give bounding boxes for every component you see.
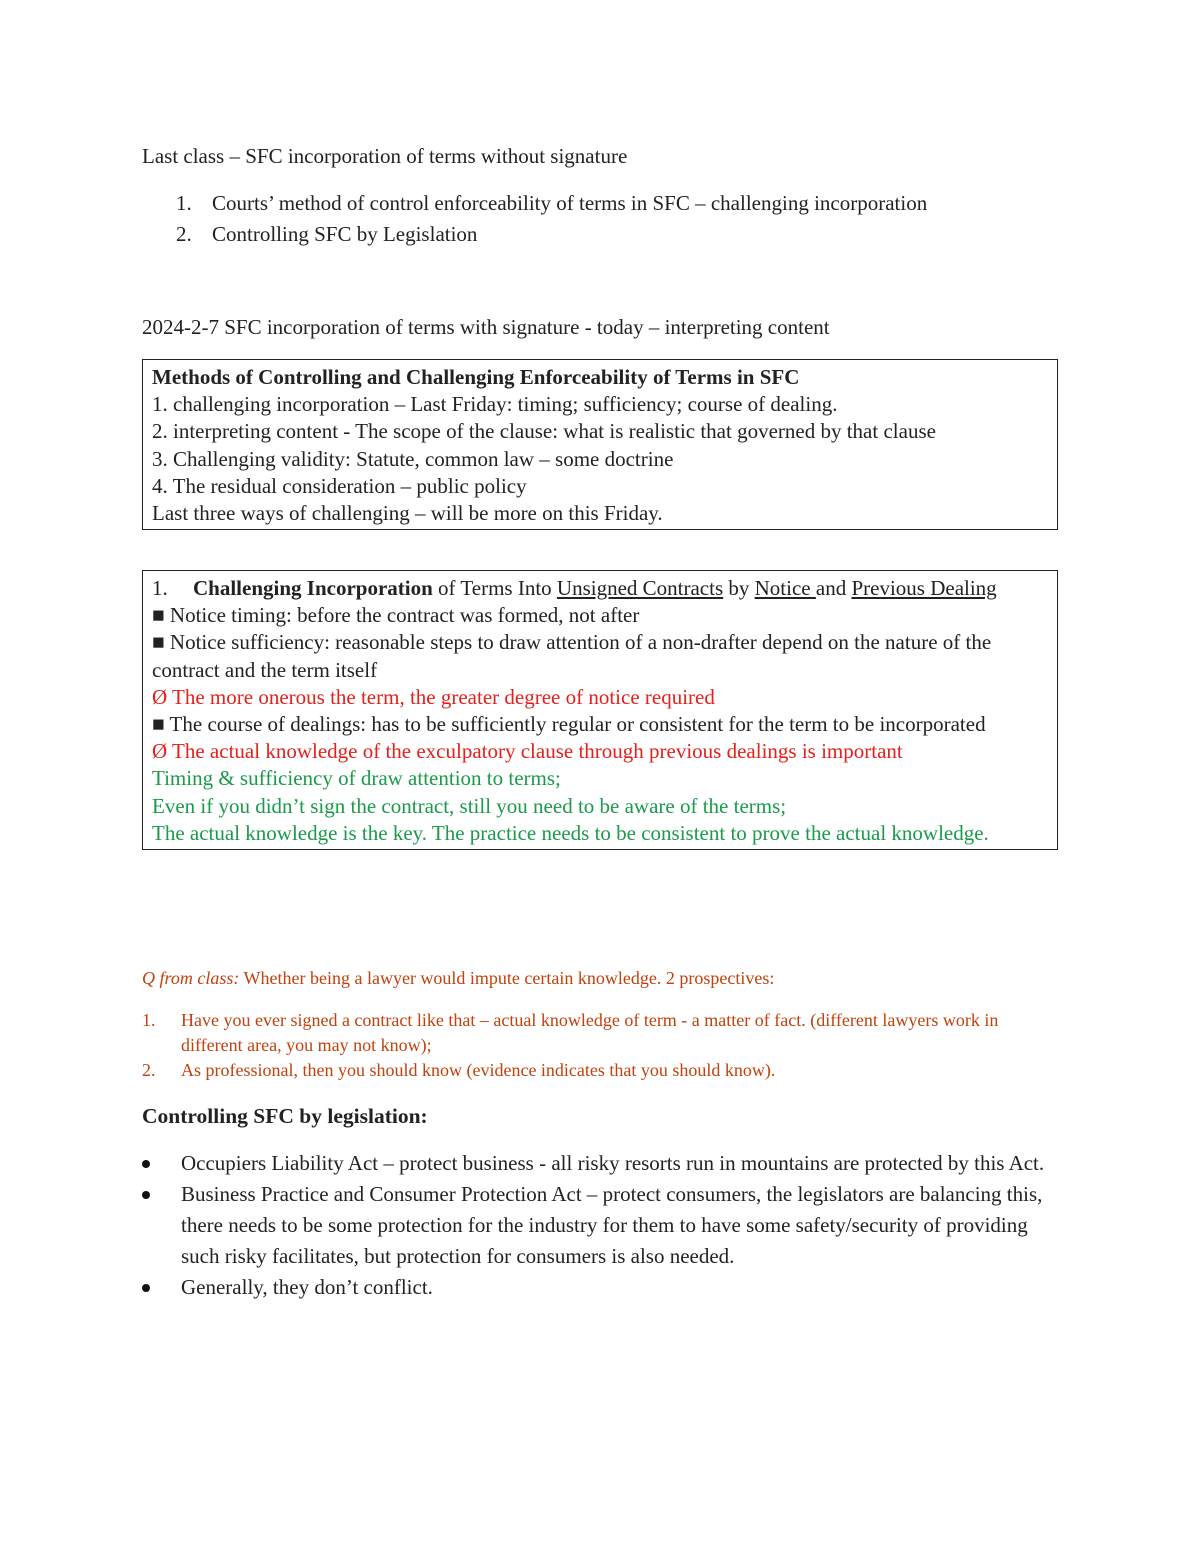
- actual-knowledge-note: Ø The actual knowledge of the exculpatory clause through previous dealings is important: [152, 739, 903, 764]
- question-line: [142, 966, 774, 990]
- list-number: 2.: [142, 1060, 156, 1080]
- methods-title: Methods of Controlling and Challenging Enforceability of Terms in SFC: [152, 365, 800, 389]
- bullet-item: [142, 1272, 1062, 1303]
- bullet-text: Occupiers Liability Act – protect business - all risky resorts run in mountains are protected by this Act.: [181, 1151, 1045, 1175]
- bullet-text: Generally, they don’t conflict.: [181, 1275, 433, 1299]
- methods-line: 1. challenging incorporation – Last Friday: timing; sufficiency; course of dealing.: [152, 392, 838, 417]
- list-item: [142, 1058, 1062, 1083]
- onerous-note: Ø The more onerous the term, the greater degree of notice required: [152, 684, 715, 709]
- list-text: As professional, then you should know (evidence indicates that you should know).: [181, 1060, 776, 1080]
- methods-line: 3. Challenging validity: Statute, common law – some doctrine: [152, 446, 674, 471]
- green-note: The actual knowledge is the key. The practice needs to be consistent to prove the actual knowledge.: [152, 820, 989, 845]
- list-item: [142, 188, 927, 219]
- list-number: 2.: [176, 222, 192, 246]
- incorporation-box: [142, 570, 1058, 850]
- notice-timing: ■ Notice timing: before the contract was formed, not after: [152, 603, 640, 628]
- legislation-heading: Controlling SFC by legislation:: [142, 1104, 428, 1128]
- methods-line: Last three ways of challenging – will be more on this Friday.: [152, 501, 663, 526]
- incorporation-number: 1.: [152, 576, 168, 600]
- last-class-line: Last class – SFC incorporation of terms without signature: [142, 144, 628, 168]
- bullet-item: [142, 1148, 1062, 1179]
- notice-sufficiency: ■ Notice sufficiency: reasonable steps to draw attention of a non-drafter depend on the nature of the contract and the term itself: [152, 630, 992, 682]
- list-text: Controlling SFC by Legislation: [212, 222, 478, 246]
- list-item: [142, 219, 927, 250]
- question-text: Whether being a lawyer would impute certain knowledge. 2 prospectives:: [239, 968, 775, 988]
- bullet-text: Business Practice and Consumer Protection Act – protect consumers, the legislators are balancing this, there needs to be some protection for the industry for them to have some safety/security of providing such risky facilitates, but protection for consumers is also needed.: [181, 1182, 1043, 1268]
- question-list: [142, 1008, 1062, 1083]
- green-note: Even if you didn’t sign the contract, still you need to be aware of the terms;: [152, 793, 787, 818]
- incorporation-title: 1. Challenging Incorporation of Terms Into Unsigned Contracts by Notice and Previous Dealing: [152, 575, 1048, 602]
- bullet-dot-icon: [142, 1191, 150, 1199]
- legislation-bullets: [142, 1148, 1062, 1303]
- list-number: 1.: [142, 1010, 156, 1030]
- methods-box: [142, 359, 1058, 530]
- bullet-dot-icon: [142, 1160, 150, 1168]
- list-number: 1.: [176, 191, 192, 215]
- question-label: Q from class:: [142, 968, 240, 988]
- bullet-item: [142, 1179, 1062, 1272]
- green-note: Timing & sufficiency of draw attention to terms;: [152, 766, 561, 791]
- methods-line: 2. interpreting content - The scope of the clause: what is realistic that governed by that clause: [152, 419, 936, 444]
- course-of-dealings: ■ The course of dealings: has to be sufficiently regular or consistent for the term to be incorporated: [152, 712, 986, 737]
- methods-line: 4. The residual consideration – public policy: [152, 473, 527, 498]
- list-text: Have you ever signed a contract like that – actual knowledge of term - a matter of fact. (different lawyers work in different area, you may not know);: [181, 1010, 999, 1055]
- bullet-dot-icon: [142, 1284, 150, 1292]
- list-text: Courts’ method of control enforceability of terms in SFC – challenging incorporation: [212, 191, 928, 215]
- list-item: [142, 1008, 1062, 1058]
- today-line: 2024-2-7 SFC incorporation of terms with signature - today – interpreting content: [142, 315, 830, 339]
- intro-list: [142, 188, 927, 250]
